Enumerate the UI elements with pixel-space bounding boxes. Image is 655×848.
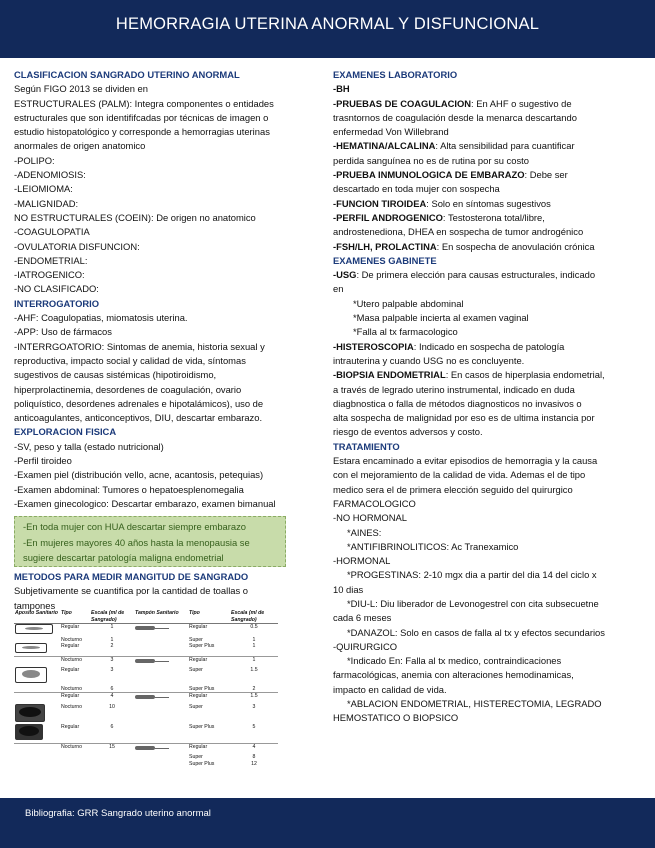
gabinete-heading: EXAMENES GABINETE bbox=[333, 254, 437, 266]
text-line bbox=[333, 711, 643, 725]
pad-image-cell bbox=[14, 724, 60, 743]
tampon-image-cell bbox=[134, 656, 188, 667]
item-text: en bbox=[333, 283, 344, 295]
pad-scale-cell: 6 bbox=[110, 724, 114, 730]
item-key: -BIOPSIA ENDOMETRIAL bbox=[333, 369, 446, 381]
table-header: Aposito Sanitario bbox=[14, 610, 60, 624]
tampon-image-cell bbox=[134, 667, 188, 686]
interrogatorio-heading: INTERROGATORIO bbox=[14, 297, 100, 309]
text-line: estudio histopatológico y corresponde a hemorragias uterinas bbox=[14, 126, 270, 138]
item-text: alta sospecha de malignidad por eso es de ultima instancia por bbox=[333, 412, 595, 424]
item-text: enfermedad Von Willebrand bbox=[333, 126, 449, 138]
text-line bbox=[333, 354, 643, 368]
item-key: -FUNCION TIROIDEA bbox=[333, 197, 427, 209]
text-line bbox=[333, 497, 643, 511]
table-header: Escala (ml de Sangrado) bbox=[230, 610, 278, 624]
tratamiento-heading: TRATAMIENTO bbox=[333, 440, 400, 452]
item-text: : Testosterona total/libre, bbox=[442, 211, 545, 223]
item-text: : Debe ser bbox=[524, 169, 568, 181]
laboratorio-body bbox=[333, 82, 643, 254]
tampon-scale-cell: 1 bbox=[252, 636, 256, 643]
tampon-type-cell: Super Plus bbox=[189, 685, 215, 692]
text-line: Subjetivamente se cuantifica por la cantidad de toallas o bbox=[14, 585, 248, 597]
tampon-type-cell: Super Plus bbox=[189, 724, 215, 730]
item-key: -PERFIL ANDROGENICO bbox=[333, 211, 443, 223]
text-line bbox=[333, 297, 643, 311]
tampon-type-cell: Regular bbox=[188, 656, 230, 667]
text-line bbox=[333, 626, 643, 640]
metodos-heading: METODOS PARA MEDIR MANGITUD DE SANGRADO bbox=[14, 571, 249, 582]
item-text: *DANAZOL: Solo en casos de falla al tx y efectos secundarios bbox=[347, 626, 605, 638]
sanitary-pad-icon bbox=[15, 724, 43, 740]
tampon-image-cell bbox=[134, 704, 188, 725]
text-line bbox=[333, 583, 643, 597]
text-line bbox=[333, 111, 643, 125]
item-text: : En AHF o sugestivo de bbox=[471, 97, 572, 109]
tampon-scale-cell: 1.5 bbox=[250, 667, 258, 673]
pad-scale-cell: 3 bbox=[90, 656, 134, 667]
tampon-image-cell bbox=[134, 743, 188, 754]
tampon-scale-cell: 0.5 bbox=[230, 624, 278, 637]
bleeding-scale-table bbox=[14, 610, 278, 767]
tampon-image-cell bbox=[134, 643, 188, 656]
metodos-section bbox=[14, 570, 316, 613]
pad-scale-cell: 2 bbox=[110, 643, 114, 649]
item-text: descartado en toda mujer con sospecha bbox=[333, 183, 500, 195]
text-line: -COAGULOPATIA bbox=[14, 226, 90, 238]
tampon-scale-cell: 8 bbox=[252, 754, 256, 760]
text-line: reproductiva, impacto social y calidad de vida, síntomas bbox=[14, 354, 246, 366]
text-line: -Examen abdominal: Tumores o hepatoesplenomegalia bbox=[14, 483, 244, 495]
text-line bbox=[333, 568, 643, 582]
item-text: : Solo en síntomas sugestivos bbox=[426, 197, 551, 209]
pad-scale-cell: 3 bbox=[110, 667, 114, 673]
item-text: intrauterina y cuando USG no es concluyente. bbox=[333, 354, 525, 366]
item-text: androstenediona, DHEA en sospecha de tumor androgénico bbox=[333, 226, 584, 238]
tampon-icon bbox=[135, 657, 171, 665]
text-line: -AHF: Coagulopatias, miomatosis uterina. bbox=[14, 312, 188, 324]
item-text: *Indicado En: Falla al tx medico, contraindicaciones bbox=[347, 655, 562, 667]
clasificacion-body bbox=[14, 82, 316, 296]
gabinete-body bbox=[333, 268, 643, 440]
item-text: : Indicado en sospecha de patología bbox=[413, 340, 565, 352]
pad-image-cell bbox=[14, 704, 60, 725]
item-text: : Alta sensibilidad para cuantificar bbox=[435, 140, 575, 152]
tampon-image-cell bbox=[134, 686, 188, 693]
text-line: -Perfil tiroideo bbox=[14, 455, 72, 467]
tampon-scale-cell: 3 bbox=[252, 703, 256, 710]
pad-type-cell: Regular bbox=[60, 693, 90, 704]
table-row bbox=[14, 643, 278, 656]
text-line bbox=[333, 182, 643, 196]
pad-image-cell bbox=[14, 643, 60, 656]
pad-image-cell bbox=[14, 667, 60, 686]
item-text: *PROGESTINAS: 2-10 mgx dia a partir del dia 14 del ciclo x bbox=[347, 569, 597, 581]
text-line: anticoagulantes, anticonceptivos, DIU, descartar embarazo. bbox=[14, 412, 263, 424]
text-line bbox=[333, 668, 643, 682]
text-line bbox=[333, 168, 643, 182]
pad-image-cell bbox=[14, 761, 60, 768]
text-line: -OVULATORIA DISFUNCION: bbox=[14, 240, 140, 252]
item-text: a través de legrado uterino instrumental, indicado en duda bbox=[333, 383, 575, 395]
text-line bbox=[333, 397, 643, 411]
tampon-icon bbox=[135, 624, 171, 632]
item-key: -FSH/LH, PROLACTINA bbox=[333, 240, 437, 252]
text-line: -INTERRGOATORIO: Sintomas de anemia, historia sexual y bbox=[14, 340, 265, 352]
tampon-icon bbox=[135, 693, 171, 701]
text-line bbox=[333, 554, 643, 568]
highlight-note-box bbox=[14, 516, 286, 567]
item-text: -HORMONAL bbox=[333, 555, 391, 567]
item-text: 10 dias bbox=[333, 583, 364, 595]
text-line: ESTRUCTURALES (PALM): Integra componentes o entidades bbox=[14, 97, 274, 109]
text-line bbox=[333, 211, 643, 225]
text-line bbox=[333, 654, 643, 668]
highlight-line: -En toda mujer con HUA descartar siempre embarazo bbox=[23, 521, 247, 532]
text-line bbox=[333, 526, 643, 540]
text-line bbox=[333, 683, 643, 697]
exploracion-heading: EXPLORACION FISICA bbox=[14, 426, 117, 438]
pad-type-cell: Nocturno bbox=[61, 636, 83, 643]
pad-image-cell bbox=[14, 624, 60, 637]
text-line: -SV, peso y talla (estado nutricional) bbox=[14, 440, 164, 452]
tampon-scale-cell: 1.5 bbox=[230, 693, 278, 704]
item-text: farmacológicas, anemia con alteraciones hemodinamicas, bbox=[333, 669, 574, 681]
item-text: medico sera el de primera elección seguido del quirurgico bbox=[333, 483, 573, 495]
sanitary-pad-icon bbox=[15, 667, 47, 683]
table-row bbox=[14, 704, 278, 725]
tampon-scale-cell: 1 bbox=[230, 656, 278, 667]
tampon-image-cell bbox=[134, 724, 188, 743]
metodos-body bbox=[14, 584, 316, 613]
item-text: : De primera elección para causas estructurales, indicado bbox=[356, 269, 596, 281]
interrogatorio-body bbox=[14, 311, 316, 425]
table-row bbox=[14, 686, 278, 693]
item-text: impacto en calidad de vida. bbox=[333, 683, 447, 695]
text-line bbox=[333, 425, 643, 439]
tampon-type-cell: Regular bbox=[188, 743, 230, 754]
text-line bbox=[333, 82, 643, 96]
text-line: NO ESTRUCTURALES (COEIN): De origen no anatomico bbox=[14, 211, 256, 223]
item-text: *ABLACION ENDOMETRIAL, HISTERECTOMIA, LEGRADO bbox=[347, 698, 602, 710]
tratamiento-body bbox=[333, 454, 643, 726]
item-text: -QUIRURGICO bbox=[333, 640, 398, 652]
text-line: poliquístico, desordenes adrenales e hipotalámicos), uso de bbox=[14, 397, 264, 409]
text-line bbox=[333, 240, 643, 254]
item-text: HEMOSTATICO O BIOPSICO bbox=[333, 712, 459, 724]
text-line bbox=[333, 311, 643, 325]
exploracion-body bbox=[14, 440, 316, 511]
text-line bbox=[333, 268, 643, 282]
text-line: -IATROGENICO: bbox=[14, 269, 85, 281]
tampon-scale-cell: 4 bbox=[230, 743, 278, 754]
text-line bbox=[333, 340, 643, 354]
tampon-type-cell: Super Plus bbox=[189, 760, 215, 767]
tampon-type-cell: Regular bbox=[188, 693, 230, 704]
table-header: Tipo bbox=[188, 610, 230, 624]
item-text: con el mejoramiento de la calidad de vida. Ademas el de tipo bbox=[333, 469, 586, 481]
pad-type-cell: Nocturno bbox=[61, 703, 83, 710]
text-line bbox=[333, 468, 643, 482]
text-line bbox=[333, 383, 643, 397]
text-line: -ADENOMIOSIS: bbox=[14, 169, 86, 181]
table-header: Tipo bbox=[60, 610, 90, 624]
tampon-image-cell bbox=[134, 761, 188, 768]
item-key: -PRUEBA INMUNOLOGICA DE EMBARAZO bbox=[333, 169, 525, 181]
item-text: : En casos de hiperplasia endometrial, bbox=[445, 369, 605, 381]
text-line: -ENDOMETRIAL: bbox=[14, 254, 88, 266]
tampon-scale-cell: 12 bbox=[251, 760, 257, 767]
page-title: HEMORRAGIA UTERINA ANORMAL Y DISFUNCIONAL bbox=[115, 15, 540, 33]
item-key: -HISTEROSCOPIA bbox=[333, 340, 414, 352]
pad-type-cell: Regular bbox=[61, 667, 80, 673]
sanitary-pad-icon bbox=[15, 643, 47, 653]
table-row bbox=[14, 743, 278, 754]
text-line bbox=[333, 154, 643, 168]
bibliography-text: Bibliografia: GRR Sangrado uterino anormal bbox=[25, 808, 211, 819]
text-line bbox=[333, 97, 643, 111]
pad-scale-cell: 1 bbox=[110, 636, 114, 643]
item-text: diagbnostica o falla de métodos diagnosticos no invasivos o bbox=[333, 397, 582, 409]
item-text: *ANTIFIBRINOLITICOS: Ac Tranexamico bbox=[347, 540, 519, 552]
item-text: *AINES: bbox=[347, 526, 382, 538]
table-header: Escala (ml de Sangrado) bbox=[90, 610, 134, 624]
tampon-icon bbox=[135, 744, 171, 752]
table-row bbox=[14, 667, 278, 686]
item-text: *Masa palpable incierta al examen vaginal bbox=[353, 312, 529, 324]
pad-type-cell: Regular bbox=[61, 643, 80, 649]
text-line bbox=[333, 325, 643, 339]
page-header bbox=[0, 0, 655, 58]
pad-type-cell: Nocturno bbox=[61, 685, 83, 692]
table-row bbox=[14, 624, 278, 637]
item-text: FARMACOLOGICO bbox=[333, 497, 416, 509]
pad-scale-cell: 1 bbox=[90, 624, 134, 637]
tampon-type-cell: Super Plus bbox=[189, 643, 215, 649]
pad-type-cell: Nocturno bbox=[60, 743, 90, 754]
text-line: Según FIGO 2013 se dividen en bbox=[14, 83, 148, 95]
text-line bbox=[333, 640, 643, 654]
item-key: -BH bbox=[333, 83, 350, 95]
text-line: -MALIGNIDAD: bbox=[14, 197, 79, 209]
table-row bbox=[14, 693, 278, 704]
item-key: -PRUEBAS DE COAGULACION bbox=[333, 97, 472, 109]
left-column bbox=[14, 68, 316, 511]
item-text: riesgo de eventos adversos y costo. bbox=[333, 426, 483, 438]
page-footer bbox=[0, 798, 655, 848]
clasificacion-heading: CLASIFICACION SANGRADO UTERINO ANORMAL bbox=[14, 69, 240, 80]
text-line bbox=[333, 139, 643, 153]
pad-scale-cell: 15 bbox=[90, 743, 134, 754]
text-line: estructurales que son identififcadas por técnicas de imagen o bbox=[14, 111, 269, 123]
text-line: -NO CLASIFICADO: bbox=[14, 283, 99, 295]
item-text: : En sospecha de anovulación crónica bbox=[436, 240, 595, 252]
item-text: -NO HORMONAL bbox=[333, 512, 407, 524]
tampon-type-cell: Super bbox=[189, 754, 203, 760]
pad-image-cell bbox=[14, 686, 60, 693]
text-line bbox=[333, 197, 643, 211]
table-header: Tampón Sanitario bbox=[134, 610, 188, 624]
text-line bbox=[333, 225, 643, 239]
item-text: Estara encaminado a evitar episodios de hemorragia y la causa bbox=[333, 455, 598, 467]
text-line bbox=[333, 540, 643, 554]
text-line: -LEIOMIOMA: bbox=[14, 183, 73, 195]
pad-scale-cell: 6 bbox=[110, 685, 114, 692]
text-line: anormales de origen anatomico bbox=[14, 140, 146, 152]
text-line: tampones bbox=[14, 599, 56, 611]
text-line bbox=[333, 597, 643, 611]
text-line bbox=[333, 454, 643, 468]
item-text: trasntornos de coagulación desde la menarca descartando bbox=[333, 111, 577, 123]
item-text: *DIU-L: Diu liberador de Levonogestrel con cita subsecuetne bbox=[347, 597, 599, 609]
item-text: *Falla al tx farmacologico bbox=[353, 326, 458, 338]
pad-scale-cell bbox=[90, 761, 134, 768]
pad-type-cell: Regular bbox=[60, 624, 90, 637]
item-key: -HEMATINA/ALCALINA bbox=[333, 140, 436, 152]
text-line bbox=[333, 368, 643, 382]
text-line bbox=[333, 611, 643, 625]
pad-image-cell bbox=[14, 656, 60, 667]
tampon-image-cell bbox=[134, 693, 188, 704]
text-line: hiperprolactinemia, desordenes de coagulación, ovario bbox=[14, 383, 242, 395]
pad-type-cell: Nocturno bbox=[60, 656, 90, 667]
tampon-type-cell: Super bbox=[189, 703, 203, 710]
highlight-line: -En mujeres mayores 40 años hasta la menopausia se bbox=[23, 536, 250, 548]
table-row bbox=[14, 761, 278, 768]
right-column bbox=[333, 68, 643, 726]
laboratorio-heading: EXAMENES LABORATORIO bbox=[333, 69, 458, 80]
text-line: -Examen piel (distribución vello, acne, acantosis, petequias) bbox=[14, 469, 264, 481]
text-line: -POLIPO: bbox=[14, 154, 55, 166]
pad-scale-cell: 4 bbox=[90, 693, 134, 704]
tampon-type-cell: Super bbox=[189, 667, 203, 673]
tampon-type-cell: Regular bbox=[188, 624, 230, 637]
pad-type-cell: Regular bbox=[61, 724, 80, 730]
text-line bbox=[333, 483, 643, 497]
pad-image-cell bbox=[14, 743, 60, 754]
item-text: cada 6 meses bbox=[333, 612, 392, 624]
text-line: -Examen ginecologico: Descartar embarazo, examen bimanual bbox=[14, 497, 276, 509]
item-text: perdida sanguínea no es de rutina por su costo bbox=[333, 154, 529, 166]
pad-type-cell bbox=[60, 761, 90, 768]
text-line: sugestivos de causas sistémicas (hipotiroidismo, bbox=[14, 369, 217, 381]
sanitary-pad-icon bbox=[15, 624, 53, 634]
text-line bbox=[333, 282, 643, 296]
tampon-scale-cell: 5 bbox=[252, 724, 256, 730]
table-row bbox=[14, 656, 278, 667]
pad-image-cell bbox=[14, 693, 60, 704]
text-line bbox=[333, 697, 643, 711]
text-line bbox=[333, 125, 643, 139]
tampon-scale-cell: 2 bbox=[252, 685, 256, 692]
tampon-image-cell bbox=[134, 624, 188, 637]
tampon-scale-cell: 1 bbox=[252, 643, 256, 649]
text-line bbox=[333, 511, 643, 525]
item-key: -USG bbox=[333, 269, 357, 281]
text-line: -APP: Uso de fármacos bbox=[14, 326, 112, 338]
text-line bbox=[333, 411, 643, 425]
item-text: *Utero palpable abdominal bbox=[353, 297, 464, 309]
pad-scale-cell: 10 bbox=[109, 703, 115, 710]
highlight-line: sugiere descartar patología maligna endometrial bbox=[23, 552, 224, 563]
table-row bbox=[14, 724, 278, 743]
tampon-type-cell: Super bbox=[189, 636, 203, 643]
sanitary-pad-icon bbox=[15, 704, 45, 722]
